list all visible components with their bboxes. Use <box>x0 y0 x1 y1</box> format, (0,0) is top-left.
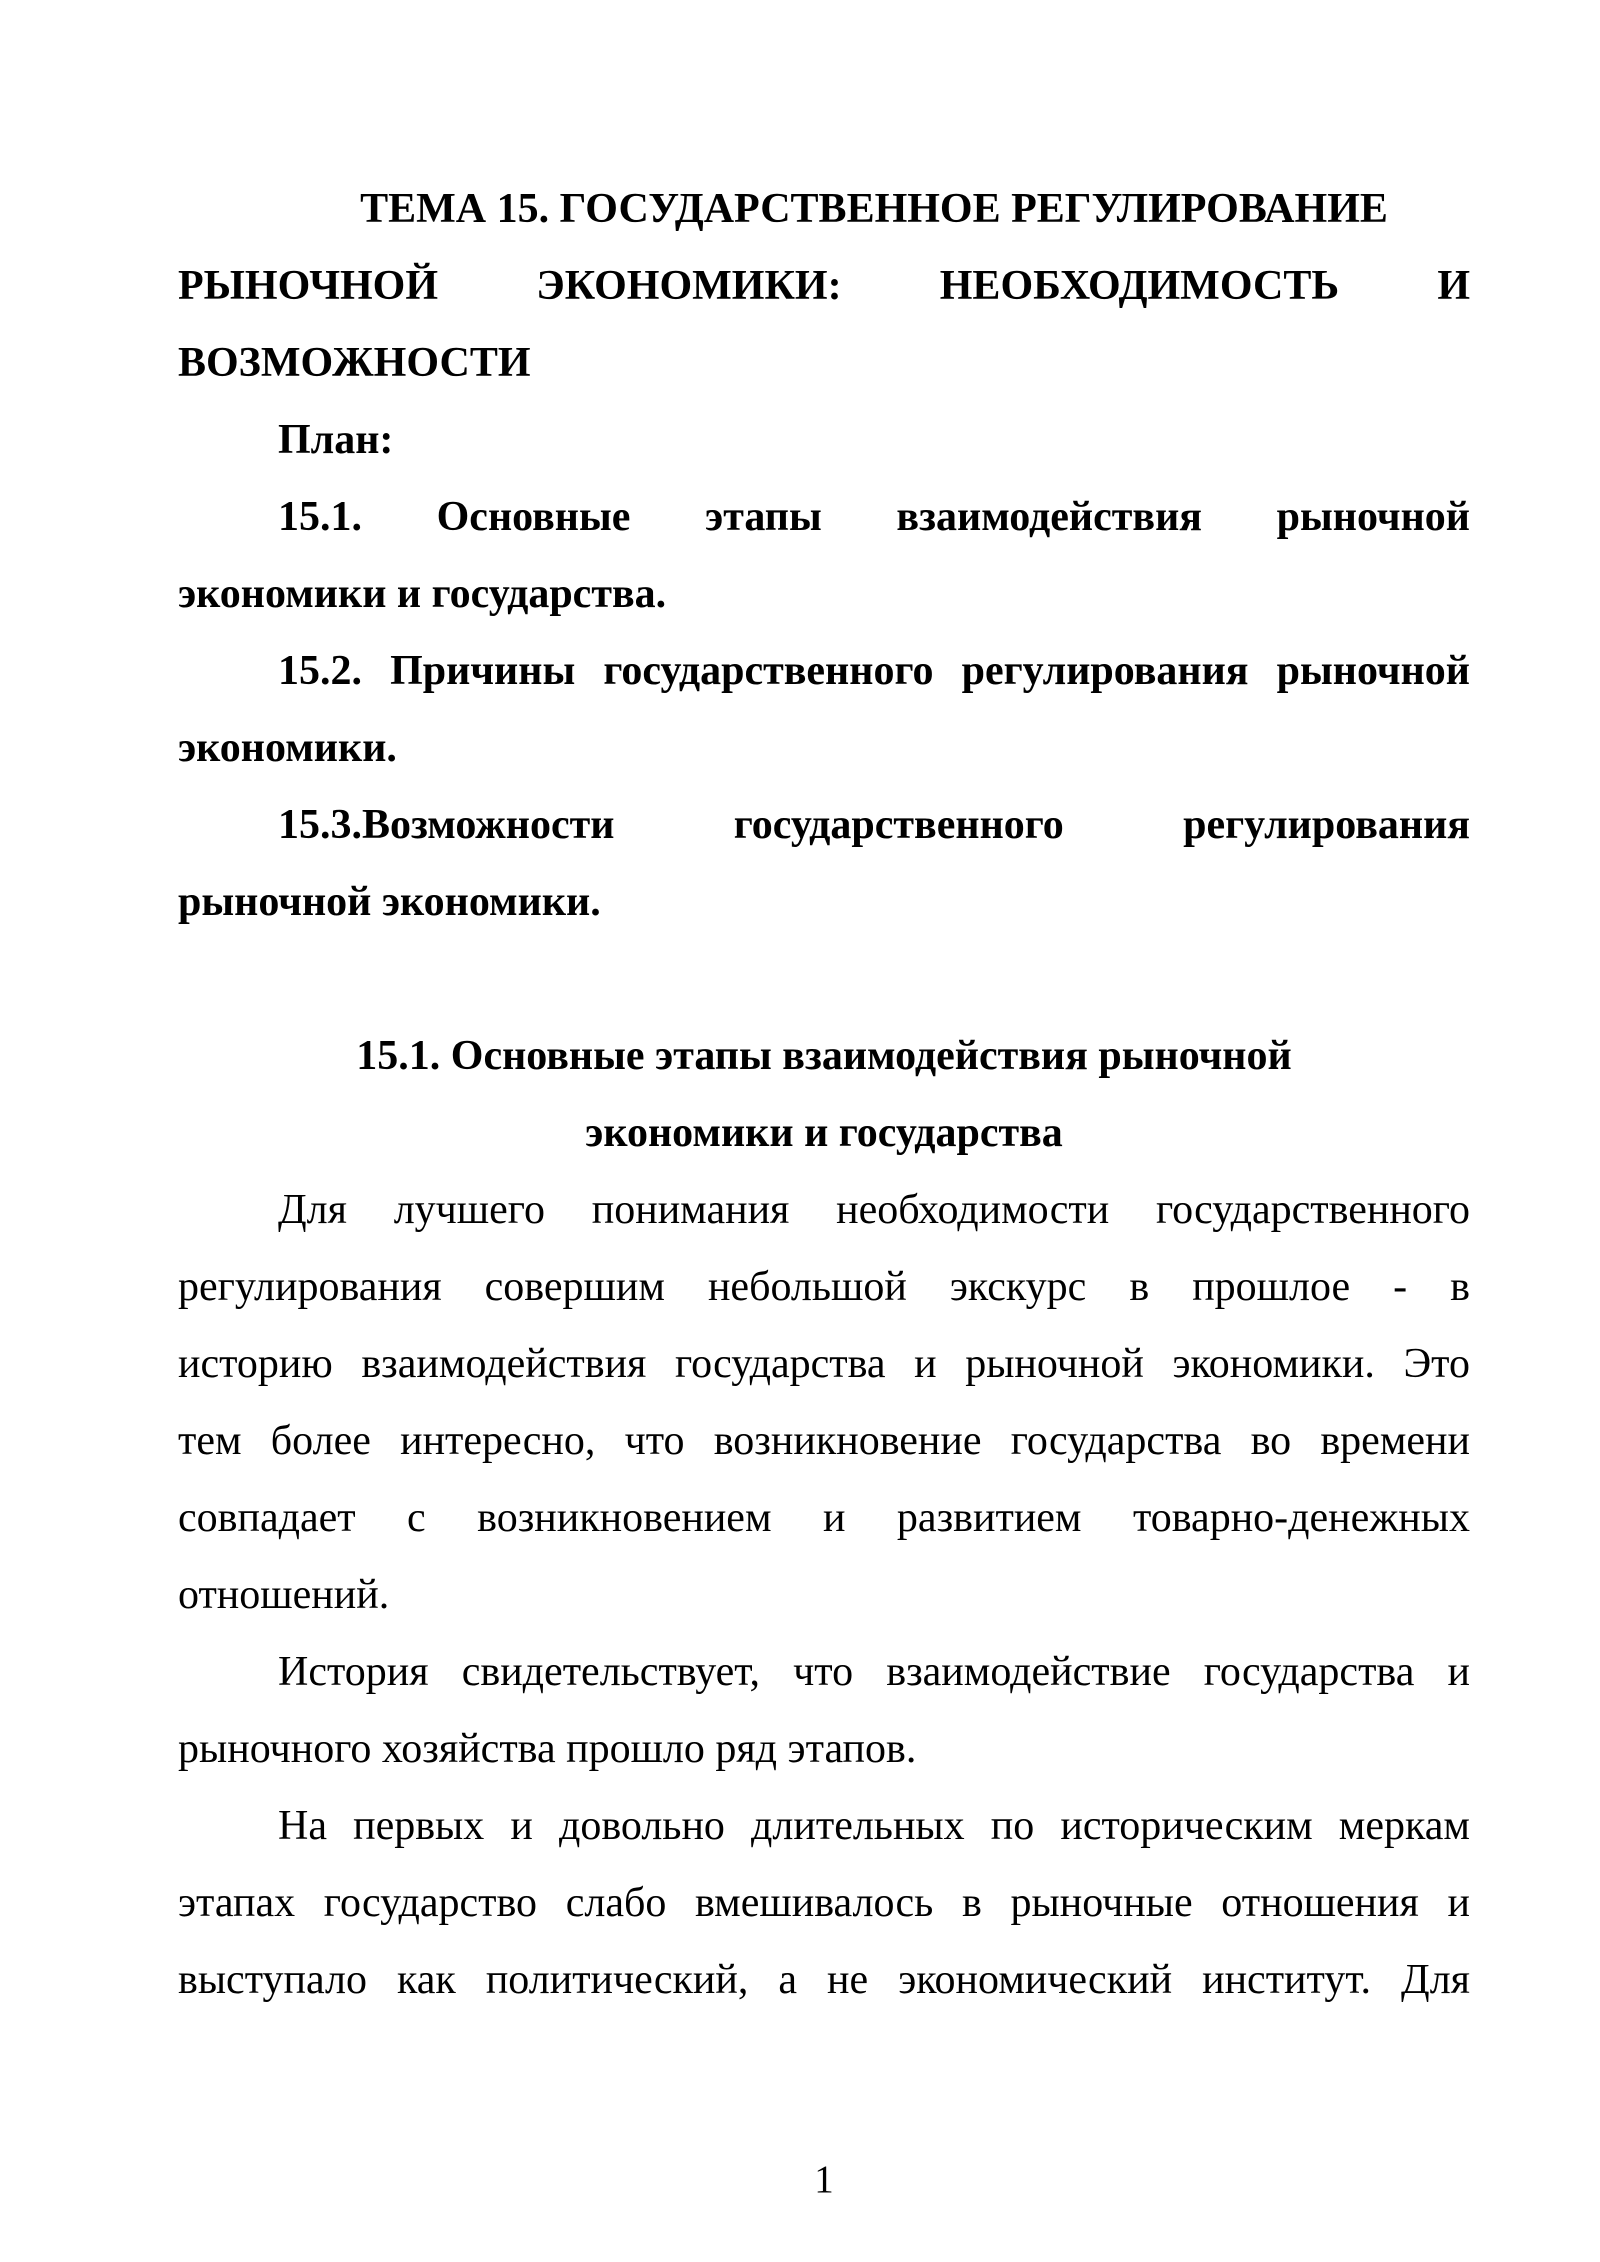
blank-line <box>178 941 1470 1018</box>
paragraph-1 <box>178 1172 1470 1634</box>
paragraph-1-line-4: тем более интересно, что возникновение государства во времени <box>178 1418 1470 1464</box>
paragraph-3-line-1: На первых и довольно длительных по историческим меркам <box>278 1803 1470 1849</box>
plan-heading: План: <box>278 417 394 463</box>
section-heading-line-1: 15.1. Основные этапы взаимодействия рыночной <box>356 1033 1292 1079</box>
plan-item-15-3-line-1: 15.3.Возможности государственного регулирования <box>278 802 1470 848</box>
paragraph-3-line-2: этапах государство слабо вмешивалось в рыночные отношения и <box>178 1880 1470 1926</box>
paragraph-2 <box>178 1634 1470 1788</box>
document-title-line-2: РЫНОЧНОЙ ЭКОНОМИКИ: НЕОБХОДИМОСТЬ И ВОЗМОЖНОСТИ <box>178 263 1470 386</box>
paragraph-1-line-6: отношений. <box>178 1572 390 1618</box>
section-15-1 <box>178 1018 1470 2019</box>
plan-item-15-1 <box>178 479 1470 633</box>
plan-item-15-3-line-2: рыночной экономики. <box>178 879 601 925</box>
paragraph-2-line-1: История свидетельствует, что взаимодействие государства и <box>278 1649 1470 1695</box>
document-title-line-1: ТЕМА 15. ГОСУДАРСТВЕННОЕ РЕГУЛИРОВАНИЕ <box>360 186 1388 232</box>
paragraph-2-line-2: рыночного хозяйства прошло ряд этапов. <box>178 1726 917 1772</box>
paragraph-3 <box>178 1788 1470 2019</box>
plan-item-15-2 <box>178 633 1470 787</box>
plan-item-15-3 <box>178 787 1470 941</box>
paragraph-1-line-1: Для лучшего понимания необходимости государственного <box>278 1187 1470 1233</box>
page-number: 1 <box>814 2158 834 2201</box>
plan-item-15-2-line-1: 15.2. Причины государственного регулирования рыночной <box>278 648 1470 694</box>
plan-item-15-1-line-2: экономики и государства. <box>178 571 667 617</box>
plan-list <box>178 402 1470 941</box>
paragraph-1-line-2: регулирования совершим небольшой экскурс в прошлое - в <box>178 1264 1470 1310</box>
section-heading-line-2: экономики и государства <box>585 1110 1063 1156</box>
section-heading <box>178 1018 1470 1172</box>
paragraph-3-line-3: выступало как политический, а не экономический институт. Для <box>178 1957 1470 2003</box>
plan-item-15-1-line-1: 15.1. Основные этапы взаимодействия рыночной <box>278 494 1470 540</box>
paragraph-1-line-3: историю взаимодействия государства и рыночной экономики. Это <box>178 1341 1470 1387</box>
document-title <box>178 171 1470 402</box>
paragraph-1-line-5: совпадает с возникновением и развитием товарно-денежных <box>178 1495 1470 1541</box>
plan-item-15-2-line-2: экономики. <box>178 725 397 771</box>
